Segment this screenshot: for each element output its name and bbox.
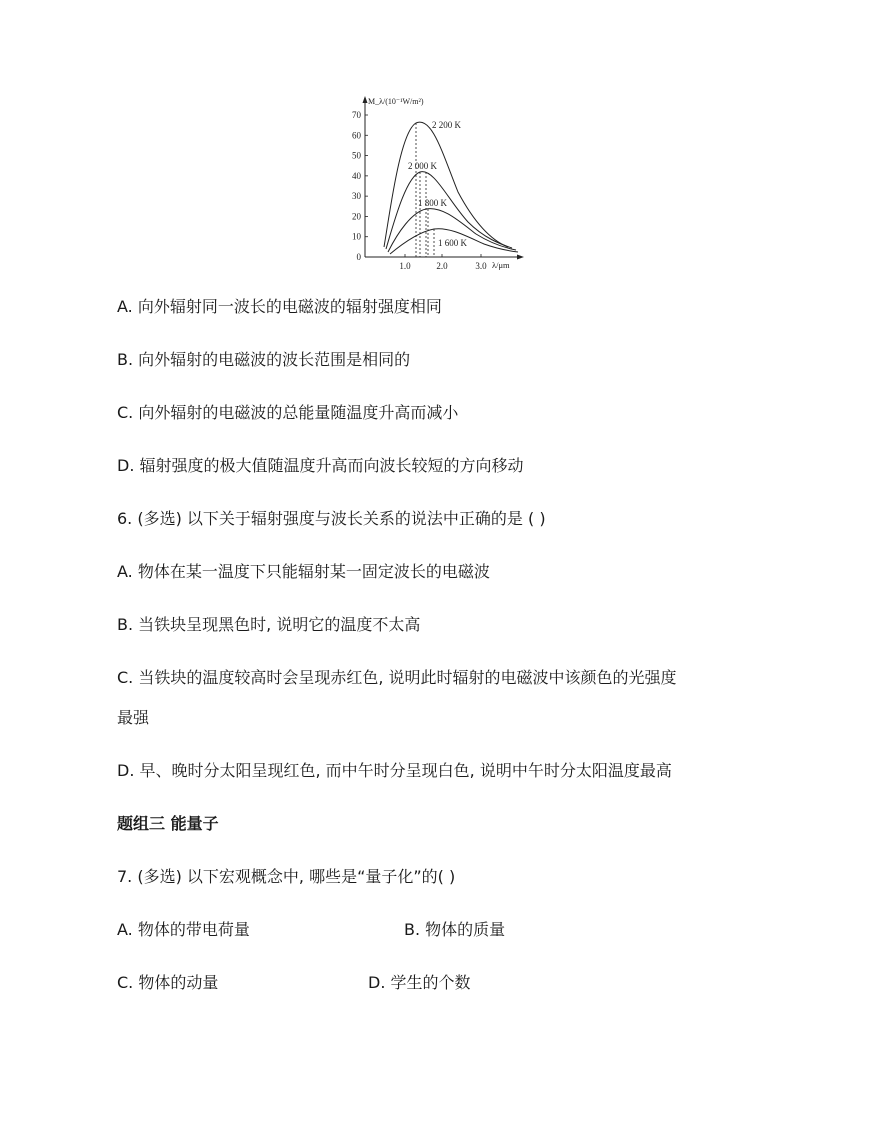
y-axis-arrow xyxy=(363,96,368,103)
section-title: 题组三 能量子 xyxy=(117,814,219,833)
curve-label-1800k: 1 800 K xyxy=(418,198,447,208)
x-tick-label: 1.0 xyxy=(399,261,411,271)
q6-option-c: C. 当铁块的温度较高时会呈现赤红色, 说明此时辐射的电磁波中该颜色的光强度 xyxy=(117,668,677,687)
q7-option-b: B. 物体的质量 xyxy=(404,920,506,939)
y-tick-label: 20 xyxy=(352,211,361,222)
q7-option-a: A. 物体的带电荷量 xyxy=(117,920,250,939)
q5-option-b: B. 向外辐射的电磁波的波长范围是相同的 xyxy=(117,350,411,369)
y-tick-label: 60 xyxy=(352,130,361,141)
y-axis-label: M_λ/(10⁻¹W/m²) xyxy=(368,97,424,106)
curve-label-2200k: 2 200 K xyxy=(432,120,461,130)
radiation-curves-figure xyxy=(350,92,530,274)
q7-option-c: C. 物体的动量 xyxy=(117,973,219,992)
q6-option-a: A. 物体在某一温度下只能辐射某一固定波长的电磁波 xyxy=(117,562,490,581)
x-tick-label: 2.0 xyxy=(436,261,448,271)
q7-option-d: D. 学生的个数 xyxy=(368,973,471,992)
curve-label-2000k: 2 000 K xyxy=(408,161,437,171)
q7-stem: 7. (多选) 以下宏观概念中, 哪些是“量子化”的( ) xyxy=(117,867,456,886)
x-axis-label: λ/μm xyxy=(492,260,510,270)
q6-stem: 6. (多选) 以下关于辐射强度与波长关系的说法中正确的是 ( ) xyxy=(117,509,546,528)
q6-option-c-continued: 最强 xyxy=(117,708,150,727)
y-ticks xyxy=(352,110,368,262)
q6-option-b: B. 当铁块呈现黑色时, 说明它的温度不太高 xyxy=(117,615,421,634)
y-tick-label: 30 xyxy=(352,191,361,202)
radiation-chart xyxy=(350,92,530,274)
y-tick-label: 50 xyxy=(352,150,361,161)
q6-option-d: D. 早、晚时分太阳呈现红色, 而中午时分呈现白色, 说明中午时分太阳温度最高 xyxy=(117,761,672,780)
q5-option-c: C. 向外辐射的电磁波的总能量随温度升高而减小 xyxy=(117,403,459,422)
y-tick-label: 0 xyxy=(356,252,361,262)
x-axis-arrow xyxy=(517,255,524,260)
x-tick-label: 3.0 xyxy=(475,261,487,271)
q5-option-a: A. 向外辐射同一波长的电磁波的辐射强度相同 xyxy=(117,297,442,316)
q5-option-d: D. 辐射强度的极大值随温度升高而向波长较短的方向移动 xyxy=(117,456,524,475)
y-tick-label: 40 xyxy=(352,170,361,181)
y-tick-label: 10 xyxy=(352,231,361,242)
y-tick-label: 70 xyxy=(352,110,361,120)
curve-label-1600k: 1 600 K xyxy=(438,238,467,248)
